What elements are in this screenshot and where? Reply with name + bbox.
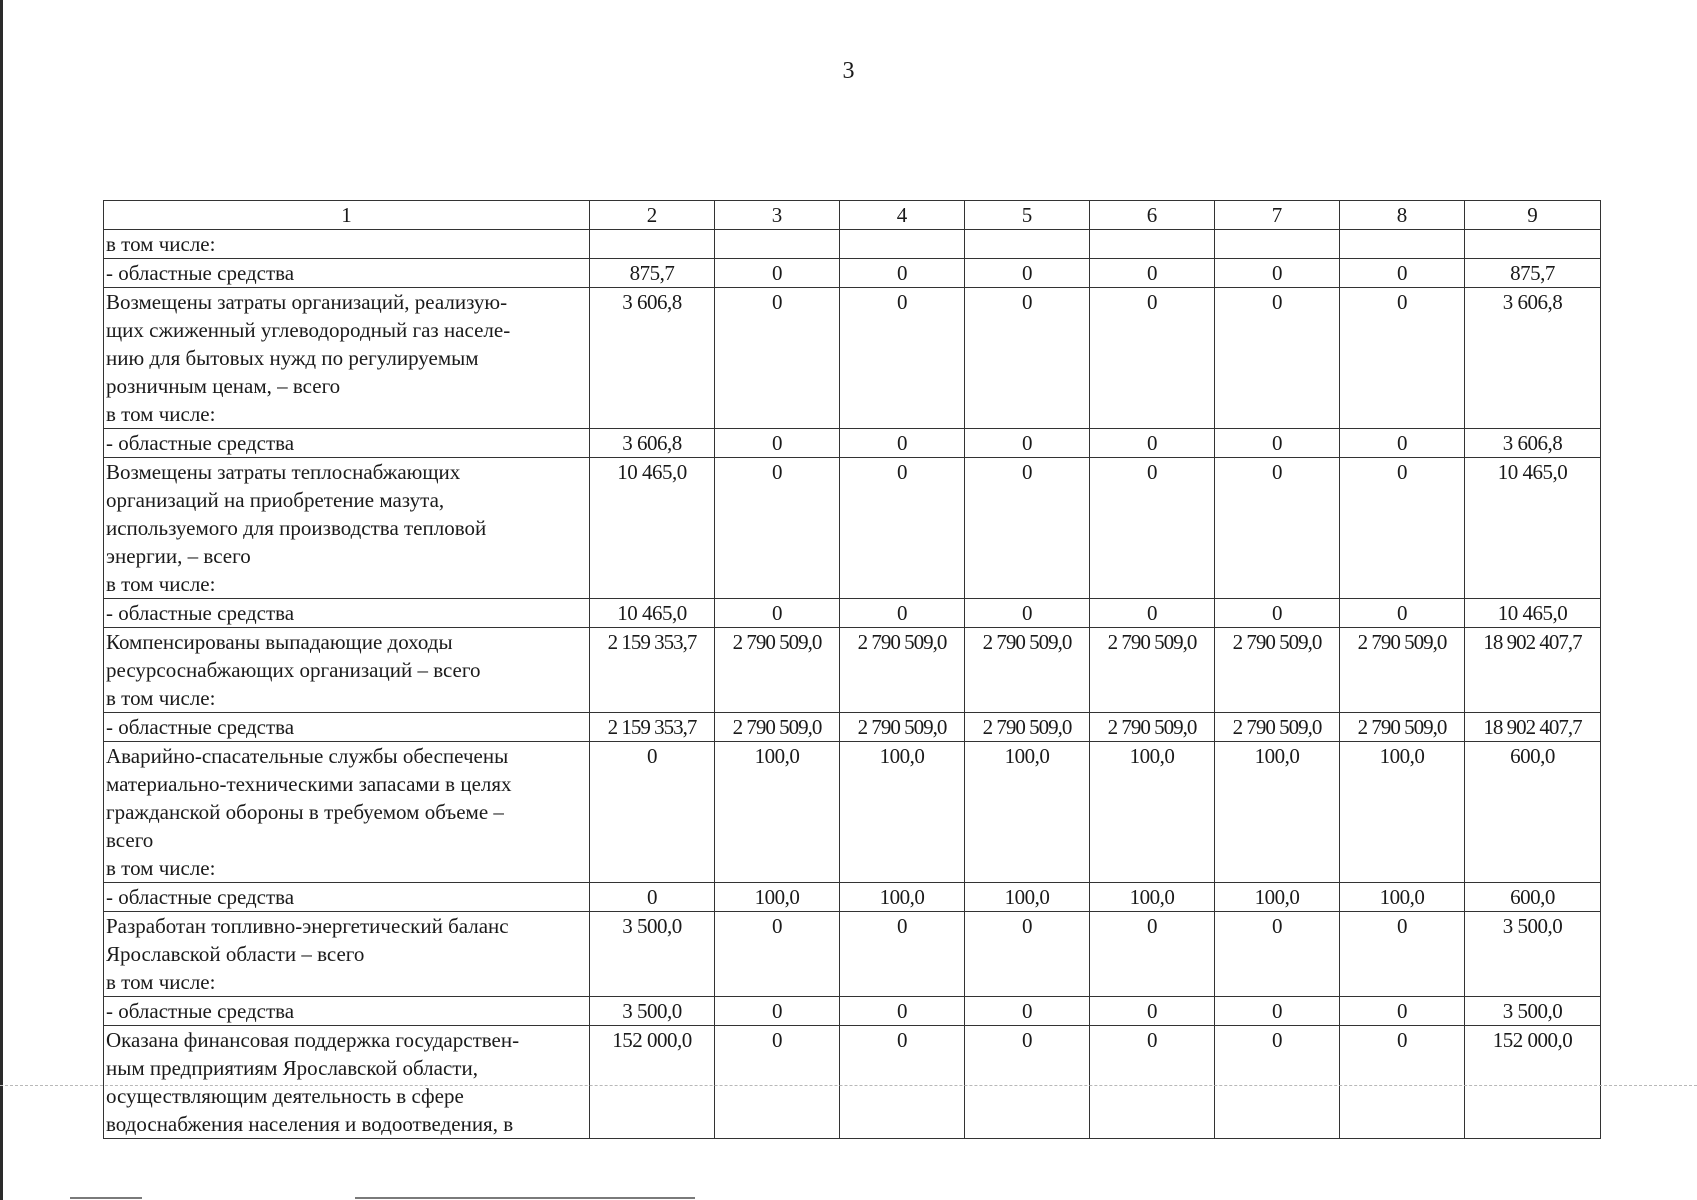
value-cell: 0 (1090, 458, 1215, 599)
value-cell: 0 (1090, 288, 1215, 429)
value-cell: 0 (1090, 997, 1215, 1026)
value-cell: 2 790 509,0 (1340, 628, 1465, 713)
value-cell: 0 (1215, 429, 1340, 458)
value-cell: 2 790 509,0 (840, 628, 965, 713)
value-cell: 3 606,8 (1465, 429, 1601, 458)
value-cell: 0 (840, 458, 965, 599)
header-cell: 1 (104, 201, 590, 230)
value-cell: 0 (1215, 599, 1340, 628)
header-cell: 2 (590, 201, 715, 230)
value-cell: 3 606,8 (590, 429, 715, 458)
value-cell (965, 230, 1090, 259)
value-cell: 152 000,0 (1465, 1026, 1601, 1139)
value-cell: 0 (1215, 997, 1340, 1026)
table-row (104, 997, 1601, 1026)
value-cell: 0 (715, 288, 840, 429)
value-cell: 0 (1340, 997, 1465, 1026)
value-cell: 18 902 407,7 (1465, 628, 1601, 713)
value-cell: 10 465,0 (1465, 599, 1601, 628)
value-cell: 0 (1090, 912, 1215, 997)
value-cell: 100,0 (1090, 883, 1215, 912)
header-cell: 8 (1340, 201, 1465, 230)
value-cell: 875,7 (590, 259, 715, 288)
header-cell: 7 (1215, 201, 1340, 230)
value-cell: 2 159 353,7 (590, 628, 715, 713)
value-cell: 2 790 509,0 (1090, 628, 1215, 713)
value-cell: 0 (965, 458, 1090, 599)
value-cell: 2 790 509,0 (1215, 713, 1340, 742)
value-cell: 0 (840, 599, 965, 628)
value-cell (590, 230, 715, 259)
value-cell: 100,0 (965, 742, 1090, 883)
table-header-row (104, 201, 1601, 230)
value-cell: 18 902 407,7 (1465, 713, 1601, 742)
value-cell (1340, 230, 1465, 259)
value-cell: 100,0 (840, 883, 965, 912)
value-cell: 0 (1090, 599, 1215, 628)
value-cell: 0 (1340, 1026, 1465, 1139)
value-cell: 0 (715, 429, 840, 458)
budget-table (103, 200, 1601, 1139)
value-cell: 0 (590, 742, 715, 883)
value-cell: 0 (1090, 429, 1215, 458)
value-cell: 2 790 509,0 (715, 628, 840, 713)
value-cell (715, 230, 840, 259)
value-cell: 0 (1340, 429, 1465, 458)
value-cell: 0 (1340, 912, 1465, 997)
value-cell: 0 (965, 288, 1090, 429)
table-row (104, 429, 1601, 458)
value-cell: 0 (1340, 288, 1465, 429)
value-cell: 2 790 509,0 (1215, 628, 1340, 713)
value-cell: 2 159 353,7 (590, 713, 715, 742)
table-row (104, 599, 1601, 628)
value-cell: 0 (1215, 288, 1340, 429)
value-cell: 0 (965, 1026, 1090, 1139)
header-cell: 6 (1090, 201, 1215, 230)
value-cell: 100,0 (1215, 742, 1340, 883)
value-cell: 0 (840, 912, 965, 997)
value-cell: 100,0 (1090, 742, 1215, 883)
value-cell: 10 465,0 (1465, 458, 1601, 599)
value-cell: 0 (715, 599, 840, 628)
value-cell: 0 (715, 259, 840, 288)
scan-bottom-mark (70, 1197, 142, 1199)
value-cell: 152 000,0 (590, 1026, 715, 1139)
value-cell: 0 (840, 997, 965, 1026)
value-cell: 600,0 (1465, 883, 1601, 912)
value-cell (840, 230, 965, 259)
value-cell (1465, 230, 1601, 259)
row-label: - областные средства (104, 599, 590, 628)
row-label: - областные средства (104, 883, 590, 912)
value-cell: 10 465,0 (590, 599, 715, 628)
value-cell: 100,0 (1340, 742, 1465, 883)
value-cell: 0 (1215, 259, 1340, 288)
row-label: в том числе: (104, 230, 590, 259)
page-number: 3 (842, 58, 855, 84)
row-label: Оказана финансовая поддержка государствен- ным предприятиям Ярославской области, осуществляющим деятельность в сфере водоснабжения населения и водоотведения, в (104, 1026, 590, 1139)
table-row (104, 628, 1601, 713)
row-label: Возмещены затраты организаций, реализую- щих сжиженный углеводородный газ населе- нию для бытовых нужд по регулируемым розничным ценам, – всего в том числе: (104, 288, 590, 429)
value-cell: 3 500,0 (1465, 912, 1601, 997)
value-cell: 0 (715, 1026, 840, 1139)
row-label: Аварийно-спасательные службы обеспечены материально-техническими запасами в целях гражданской обороны в требуемом объеме – всего в том числе: (104, 742, 590, 883)
value-cell: 3 606,8 (1465, 288, 1601, 429)
row-label: Разработан топливно-энергетический баланс Ярославской области – всего в том числе: (104, 912, 590, 997)
value-cell: 2 790 509,0 (840, 713, 965, 742)
value-cell: 0 (1340, 259, 1465, 288)
value-cell: 0 (840, 288, 965, 429)
value-cell: 600,0 (1465, 742, 1601, 883)
value-cell: 2 790 509,0 (1340, 713, 1465, 742)
scan-left-edge (0, 0, 3, 1200)
value-cell: 0 (1215, 458, 1340, 599)
value-cell: 100,0 (840, 742, 965, 883)
table-row (104, 230, 1601, 259)
value-cell: 0 (715, 997, 840, 1026)
value-cell: 0 (1340, 599, 1465, 628)
value-cell: 0 (1215, 1026, 1340, 1139)
value-cell: 2 790 509,0 (1090, 713, 1215, 742)
scan-fold-line (0, 1085, 1697, 1086)
value-cell: 0 (965, 259, 1090, 288)
value-cell: 3 500,0 (1465, 997, 1601, 1026)
value-cell: 0 (965, 599, 1090, 628)
value-cell: 0 (1090, 1026, 1215, 1139)
value-cell: 0 (965, 912, 1090, 997)
value-cell: 3 500,0 (590, 997, 715, 1026)
row-label: - областные средства (104, 259, 590, 288)
row-label: - областные средства (104, 713, 590, 742)
header-cell: 3 (715, 201, 840, 230)
table-row (104, 883, 1601, 912)
value-cell: 0 (840, 1026, 965, 1139)
value-cell: 100,0 (1215, 883, 1340, 912)
value-cell: 2 790 509,0 (965, 713, 1090, 742)
value-cell: 875,7 (1465, 259, 1601, 288)
table-container (103, 200, 1601, 1139)
scan-bottom-mark (355, 1197, 695, 1199)
table-row (104, 742, 1601, 883)
value-cell: 0 (715, 458, 840, 599)
value-cell: 0 (1090, 259, 1215, 288)
value-cell: 3 500,0 (590, 912, 715, 997)
value-cell: 0 (840, 259, 965, 288)
row-label: - областные средства (104, 429, 590, 458)
value-cell: 100,0 (715, 883, 840, 912)
value-cell: 100,0 (965, 883, 1090, 912)
table-row (104, 458, 1601, 599)
value-cell: 10 465,0 (590, 458, 715, 599)
header-cell: 5 (965, 201, 1090, 230)
row-label: - областные средства (104, 997, 590, 1026)
row-label: Возмещены затраты теплоснабжающих организаций на приобретение мазута, используемого для производства тепловой энергии, – всего в том числе: (104, 458, 590, 599)
table-row (104, 1026, 1601, 1139)
row-label: Компенсированы выпадающие доходы ресурсоснабжающих организаций – всего в том числе: (104, 628, 590, 713)
header-cell: 9 (1465, 201, 1601, 230)
value-cell: 3 606,8 (590, 288, 715, 429)
table-row (104, 288, 1601, 429)
value-cell: 0 (590, 883, 715, 912)
value-cell: 2 790 509,0 (965, 628, 1090, 713)
table-row (104, 912, 1601, 997)
value-cell: 2 790 509,0 (715, 713, 840, 742)
value-cell: 100,0 (715, 742, 840, 883)
header-cell: 4 (840, 201, 965, 230)
table-row (104, 259, 1601, 288)
value-cell: 0 (965, 997, 1090, 1026)
value-cell: 100,0 (1340, 883, 1465, 912)
value-cell: 0 (840, 429, 965, 458)
value-cell: 0 (1215, 912, 1340, 997)
value-cell: 0 (1340, 458, 1465, 599)
table-row (104, 713, 1601, 742)
table-body (104, 201, 1601, 1139)
value-cell (1090, 230, 1215, 259)
value-cell: 0 (715, 912, 840, 997)
value-cell (1215, 230, 1340, 259)
value-cell: 0 (965, 429, 1090, 458)
